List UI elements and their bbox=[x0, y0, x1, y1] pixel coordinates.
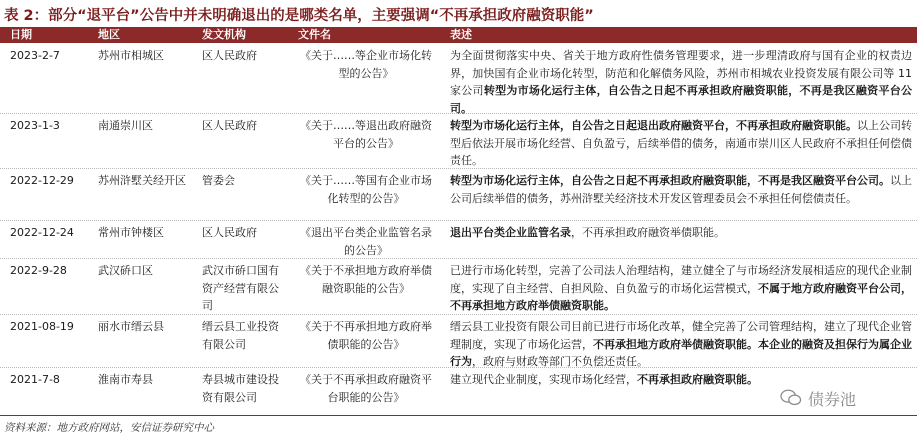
cell-date: 2022-12-29 bbox=[10, 174, 74, 187]
desc-text-bold: 退出平台类企业监管名录 bbox=[450, 226, 571, 239]
desc-text-bold: 转型为市场化运行主体，自公告之日起不再承担政府融资职能，不再是我区融资平台公司。 bbox=[450, 174, 890, 187]
desc-text: ，不再承担政府融资举债职能。 bbox=[571, 226, 725, 239]
header-desc: 表述 bbox=[450, 28, 472, 41]
cell-region: 苏州浒墅关经开区 bbox=[98, 174, 186, 187]
desc-text: ，政府与财政等部门不负偿还责任。 bbox=[472, 355, 648, 368]
chat-bubble-icon bbox=[780, 388, 802, 408]
cell-date: 2021-08-19 bbox=[10, 320, 74, 333]
cell-file: 《关于……等国有企业市场化转型的公告》 bbox=[300, 174, 432, 205]
table-title: 表 2：部分“退平台”公告中并未明确退出的是哪类名单，主要强调“不再承担政府融资职能” bbox=[4, 8, 594, 24]
cell-date: 2022-9-28 bbox=[10, 264, 67, 277]
cell-date: 2021-7-8 bbox=[10, 373, 60, 386]
desc-text: 为全面贯彻落实中央、省关于地方政府性债务管理要求，进一步理清政府与国有企业的权责边界，加快国有企业市场化转型，防范和化解债务风险，苏州市相城农业投资发展有限公司等 11 家公司 bbox=[450, 49, 912, 97]
desc-text: 以上公司后续举借的债务，苏州浒墅关经济技术开发区管理委员会不承担任何偿债责任。 bbox=[450, 174, 912, 205]
cell-file: 《关于不再承担政府融资平台职能的公告》 bbox=[300, 373, 432, 404]
cell-desc bbox=[450, 172, 912, 207]
cell-file: 《关于不承担地方政府举债融资职能的公告》 bbox=[300, 264, 432, 295]
cell-date: 2023-2-7 bbox=[10, 49, 60, 62]
cell-org: 管委会 bbox=[202, 174, 235, 187]
cell-region: 常州市钟楼区 bbox=[98, 226, 164, 239]
cell-desc bbox=[450, 117, 912, 170]
desc-text: 以上公司转型后依法开展市场化经营、自负盈亏，后续举借的债务，南通市崇川区人民政府不承担任何偿债责任。 bbox=[450, 119, 912, 167]
desc-text: 已进行市场化转型，完善了公司法人治理结构，建立健全了与市场经济发展相适应的现代企业制度，实现了自主经营、自担风险、自负盈亏的市场化运营模式， bbox=[450, 264, 912, 295]
cell-region: 南通崇川区 bbox=[98, 119, 153, 132]
desc-text-bold: 转型为市场化运行主体，自公告之日起退出政府融资平台，不再承担政府融资职能。 bbox=[450, 119, 857, 132]
table-row bbox=[0, 169, 917, 221]
cell-file: 《退出平台类企业监管名录的公告》 bbox=[300, 226, 432, 257]
cell-region: 丽水市缙云县 bbox=[98, 320, 164, 333]
cell-date: 2022-12-24 bbox=[10, 226, 74, 239]
table-row bbox=[0, 114, 917, 169]
header-region: 地区 bbox=[98, 28, 120, 41]
cell-org: 武汉市硚口国有资产经营有限公司 bbox=[202, 264, 279, 312]
header-file: 文件名 bbox=[298, 28, 331, 41]
desc-text-bold: 不再承担地方政府举债融资职能。本企业的融资及担保行为属企业行为 bbox=[450, 337, 912, 368]
cell-region: 武汉硚口区 bbox=[98, 264, 153, 277]
cell-org: 寿县城市建设投资有限公司 bbox=[202, 373, 279, 404]
cell-desc bbox=[450, 318, 912, 371]
cell-region: 淮南市寿县 bbox=[98, 373, 153, 386]
watermark bbox=[780, 383, 890, 413]
table-row bbox=[0, 44, 917, 114]
cell-org: 区人民政府 bbox=[202, 119, 257, 132]
table-header bbox=[0, 27, 917, 43]
table-row bbox=[0, 221, 917, 259]
table-row bbox=[0, 315, 917, 368]
cell-org: 区人民政府 bbox=[202, 226, 257, 239]
cell-org: 缙云县工业投资有限公司 bbox=[202, 320, 279, 351]
cell-file: 《关于……等退出政府融资平台的公告》 bbox=[300, 119, 432, 150]
table-row bbox=[0, 259, 917, 315]
source-note: 资料来源：地方政府网站，安信证券研究中心 bbox=[4, 422, 214, 434]
cell-desc bbox=[450, 262, 912, 315]
cell-org: 区人民政府 bbox=[202, 49, 257, 62]
cell-date: 2023-1-3 bbox=[10, 119, 60, 132]
header-org: 发文机构 bbox=[202, 28, 246, 41]
cell-desc bbox=[450, 224, 912, 242]
cell-file: 《关于……等企业市场化转型的公告》 bbox=[300, 49, 432, 80]
desc-text: 建立现代企业制度，实现市场化经营， bbox=[450, 373, 637, 386]
cell-desc bbox=[450, 47, 912, 117]
desc-text-bold: 转型为市场化运行主体，自公告之日起不再承担政府融资职能，不再是我区融资平台公司。 bbox=[450, 84, 913, 115]
cell-region: 苏州市相城区 bbox=[98, 49, 164, 62]
cell-file: 《关于不再承担地方政府举债职能的公告》 bbox=[300, 320, 432, 351]
watermark-text: 债券池 bbox=[808, 389, 857, 409]
desc-text-bold: 不再承担政府融资职能。 bbox=[637, 373, 758, 386]
desc-text: 缙云县工业投资有限公司目前已进行市场化改革，健全完善了公司管理结构，建立了现代企业管理制度，实现了市场化运营， bbox=[450, 320, 912, 351]
desc-text-bold: 不属于地方政府融资平台公司，不再承担地方政府举债融资职能。 bbox=[450, 281, 912, 312]
header-date: 日期 bbox=[10, 28, 32, 41]
